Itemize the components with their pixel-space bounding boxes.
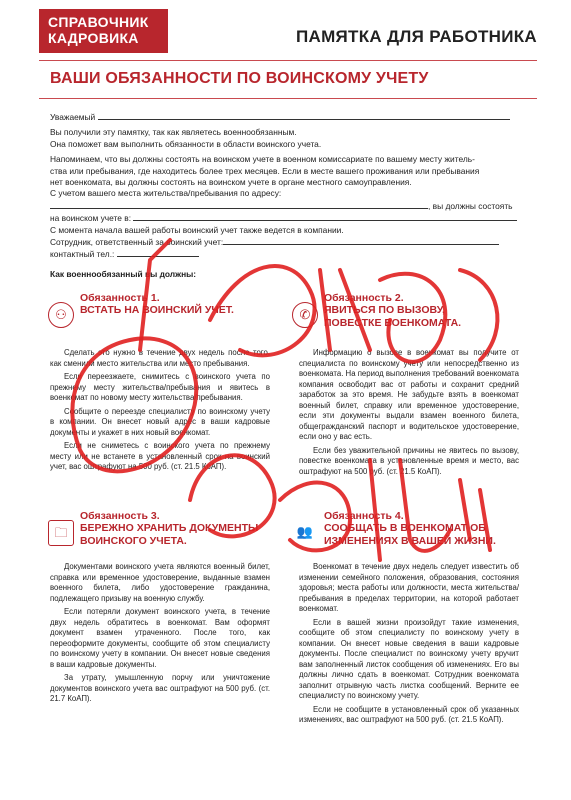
people-network-icon: ⚇ <box>48 302 74 328</box>
duty-4-title-1: СООБЩАТЬ В ВОЕНКОМАТ ОБ <box>324 522 486 534</box>
duty-3-title-1: БЕРЕЖНО ХРАНИТЬ ДОКУМЕНТЫ <box>80 522 259 534</box>
duty-3-heading <box>80 510 258 548</box>
duties-lead: Как военнообязанный вы должны: <box>50 268 197 279</box>
responsible-blank <box>223 236 499 245</box>
duty-3-para: За утрату, умышленную порчу или уничтожение документов воинского учета вас оштрафуют на 500 руб. (ст. 21.7 КоАП). <box>50 673 270 703</box>
address-line-label: С учетом вашего места жительства/пребывания по адресу: <box>50 188 282 199</box>
duty-2-number: Обязанность 2. <box>324 292 404 304</box>
responsible-label: Сотрудник, ответственный за воинский учет: <box>50 237 224 248</box>
registration-label: на воинском учете в: <box>50 213 132 224</box>
duty-2-title-1: ЯВИТЬСЯ ПО ВЫЗОВУ, <box>324 304 445 316</box>
intro-para-5: С момента начала вашей работы воинский учет также ведется в компании. <box>50 224 344 235</box>
brand-line-2: КАДРОВИКА <box>48 30 139 46</box>
address-line <box>50 200 520 212</box>
greeting-line <box>50 111 520 123</box>
intro-block <box>50 111 520 280</box>
document-title: ПАМЯТКА ДЛЯ РАБОТНИКА <box>295 27 537 46</box>
duty-3-number: Обязанность 3. <box>80 510 160 522</box>
name-blank <box>98 111 510 120</box>
intro-para-1a: Вы получили эту памятку, так как являетесь военнообязанным. <box>50 127 297 138</box>
duty-3-para: Документами воинского учета являются военный билет, справка или временное удостоверение, выданные взамен военного билета, либо удостоверение гражданина, подлежащего призыву на военную службу. <box>50 562 270 603</box>
duty-4-para: Если в вашей жизни произойдут такие изменения, сообщите об этом специалисту по воинскому учету в компании. Он внесет новые сведения в ваши кадровые документы. После специалист по воинскому учету вручит вам заполненный листок сообщения об изменениях. Его вы должны лично сдать в военкомат. Сотрудник военкомата заполнит отрывную часть листка сообщений. Верните ее специалисту по воинскому учету. <box>299 617 519 700</box>
duty-4-text <box>299 562 519 729</box>
intro-para-2b: ства или пребывания, где находитесь более трех месяцев. Если в месте вашего проживания или пребывания <box>50 165 480 176</box>
duty-2-title-2: ПОВЕСТКЕ ВОЕНКОМАТА. <box>324 317 462 329</box>
phone-call-icon: ✆ <box>292 302 318 328</box>
phone-label: контактный тел.: <box>50 249 115 260</box>
phone-line <box>50 248 520 260</box>
duty-1-number: Обязанность 1. <box>80 292 160 304</box>
address-tail: , вы должны состоять <box>428 200 513 211</box>
duty-2-para: Информацию о вызове в военкомат вы получите от специалиста по воинскому учету или непосредственно из военкомата. На период выполнения требований военкомата компания освободит вас от работы и сохранит средний заработок за это время. Не забудьте взять в военкомат военный билет, справку или временное удостоверение, если эти документы выдали взамен военного билета, общегражданский паспорт и водительское удостоверение, если оно у вас есть. <box>299 348 519 441</box>
duty-1-text <box>50 348 270 476</box>
duty-4-para: Военкомат в течение двух недель следует известить об изменении семейного положения, образования, состояния здоровья; места работы или должности, места жительства/пребывания в пределах территории, на которой работает военкомат. <box>299 562 519 613</box>
duty-3-title-2: ВОИНСКОГО УЧЕТА. <box>80 535 187 547</box>
responsible-line <box>50 236 520 248</box>
brand-line-1: СПРАВОЧНИК <box>48 14 149 30</box>
intro-para-2c: нет военкомата, вы должны состоять на воинском учете в органе местного самоуправления. <box>50 177 412 188</box>
intro-para-1b: Она поможет вам выполнить обязанности в области воинского учета. <box>50 138 322 149</box>
document-folder-icon: 🗀 <box>48 520 74 546</box>
duty-4-number: Обязанность 4. <box>324 510 404 522</box>
duty-3-para: Если потеряли документ воинского учета, в течение двух недель обратитесь в военкомат. Вам оформят документ взамен утраченного. После того, как переоформите документы, сообщите об этом специалисту по воинскому учету в компании. Он внесет новые сведения в ваши кадровые документы. <box>50 607 270 669</box>
duty-2-para: Если без уважительной причины не явитесь по вызову, повестке военкомата в установленные время и место, вас оштрафуют на 500 руб. (ст. 21.5 КоАП). <box>299 445 519 476</box>
duty-1-heading <box>80 292 234 317</box>
duty-2-text <box>299 348 519 480</box>
divider-top <box>39 60 537 61</box>
duty-4-heading <box>324 510 496 548</box>
two-people-icon: 👥 <box>296 524 314 539</box>
divider-bottom <box>39 98 537 99</box>
duty-4-title-2: ИЗМЕНЕНИЯХ В ВАШЕЙ ЖИЗНИ. <box>324 535 496 547</box>
duty-1-para: Сделать это нужно в течение двух недель после того, как сменили место жительства или место пребывания. <box>50 348 270 368</box>
intro-para-2a: Напоминаем, что вы должны состоять на воинском учете в военном комиссариате по вашему месту житель- <box>50 154 475 165</box>
duty-1-title: ВСТАТЬ НА ВОИНСКИЙ УЧЕТ. <box>80 304 234 316</box>
duty-1-para: Если переезжаете, снимитесь с воинского учета по прежнему месту жительства/пребывания и явитесь в военкомат по новому месту жительства/пребывания. <box>50 372 270 402</box>
duty-1-para: Сообщите о переезде специалисту по воинскому учету в компании. Он внесет новый адрес в ваши кадровые документы и укажет в них новый военкомат. <box>50 406 270 437</box>
section-title: ВАШИ ОБЯЗАННОСТИ ПО ВОИНСКОМУ УЧЕТУ <box>50 70 429 87</box>
phone-blank <box>117 248 199 257</box>
duty-3-text <box>50 562 270 708</box>
address-blank <box>50 200 428 209</box>
brand-logo <box>39 9 168 53</box>
greeting-text: Уважаемый <box>50 112 96 122</box>
duty-4-para: Если не сообщите в установленный срок об указанных изменениях, вас оштрафуют на 500 руб. (ст. 21.5 КоАП). <box>299 704 519 724</box>
duty-2-heading <box>324 292 461 330</box>
registration-blank <box>133 212 517 221</box>
registration-line <box>50 212 520 224</box>
duty-1-para: Если не сниметесь с воинского учета по прежнему месту или не встанете в установленный срок на воинский учет, вас оштрафуют на 500 руб. (ст. 21.5 КоАП). <box>50 441 270 471</box>
